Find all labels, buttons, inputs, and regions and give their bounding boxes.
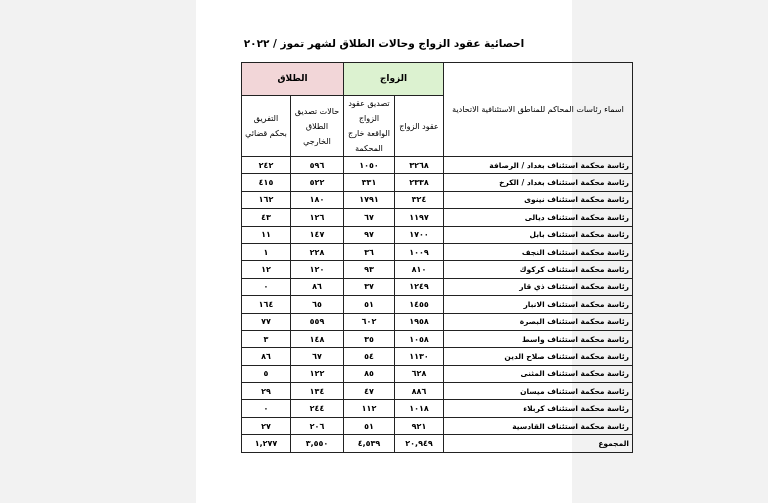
court-name-cell: رئاسة محكمة استئناف كركوك	[444, 261, 633, 278]
table-row	[242, 400, 633, 417]
total-marriage-contracts: ٢٠,٩٤٩	[395, 435, 444, 452]
divorce-outside-cell: ١٤٧	[291, 226, 344, 243]
marriage-outside-cell: ٣٥	[344, 330, 395, 347]
marriage-outside-cell: ١٠٥٠	[344, 157, 395, 174]
header-marriage-group: الزواج	[344, 63, 444, 96]
court-name-cell: رئاسة محكمة استئناف بابل	[444, 226, 633, 243]
court-name-cell: رئاسة محكمة استئناف بغداد / الكرخ	[444, 174, 633, 191]
header-court-names: اسماء رئاسات المحاكم للمناطق الاستئنافية الاتحادية	[444, 63, 633, 157]
court-name-cell: رئاسة محكمة استئناف بغداد / الرصافة	[444, 157, 633, 174]
table-row	[242, 157, 633, 174]
marriage-contracts-cell: ١٤٥٥	[395, 296, 444, 313]
marriage-contracts-cell: ٢٣٣٨	[395, 174, 444, 191]
divorce-judicial-cell: ١٢	[242, 261, 291, 278]
court-name-cell: رئاسة محكمة استئناف البصرة	[444, 313, 633, 330]
court-name-cell: رئاسة محكمة استئناف النجف	[444, 243, 633, 260]
table-row	[242, 313, 633, 330]
marriage-outside-cell: ٣٧	[344, 278, 395, 295]
divorce-judicial-cell: ١	[242, 243, 291, 260]
total-label: المجموع	[444, 435, 633, 452]
table-row	[242, 261, 633, 278]
court-name-cell: رئاسة محكمة استئناف كربلاء	[444, 400, 633, 417]
divorce-judicial-cell: ٧٧	[242, 313, 291, 330]
court-name-cell: رئاسة محكمة استئناف صلاح الدين	[444, 348, 633, 365]
divorce-judicial-cell: ٢٤٢	[242, 157, 291, 174]
marriage-outside-cell: ١١٢	[344, 400, 395, 417]
marriage-outside-cell: ٣٦	[344, 243, 395, 260]
divorce-judicial-cell: ٠	[242, 400, 291, 417]
court-name-cell: رئاسة محكمة استئناف ميسان	[444, 383, 633, 400]
table-row	[242, 383, 633, 400]
court-name-cell: رئاسة محكمة استئناف ديالى	[444, 209, 633, 226]
divorce-judicial-cell: ٥	[242, 365, 291, 382]
header-divorce-judicial: التفريق بحكم قضائي	[242, 96, 291, 157]
table-row	[242, 191, 633, 208]
marriage-contracts-cell: ١٠١٨	[395, 400, 444, 417]
divorce-outside-cell: ٦٥	[291, 296, 344, 313]
marriage-contracts-cell: ١٢٤٩	[395, 278, 444, 295]
page-title: احصائية عقود الزواج وحالات الطلاق لشهر تموز / ٢٠٢٢	[243, 38, 525, 50]
total-divorce-judicial: ١,٢٧٧	[242, 435, 291, 452]
table-total-row	[242, 435, 633, 452]
divorce-judicial-cell: ٠	[242, 278, 291, 295]
divorce-outside-cell: ١٢٠	[291, 261, 344, 278]
divorce-judicial-cell: ١١	[242, 226, 291, 243]
marriage-outside-cell: ٨٥	[344, 365, 395, 382]
statistics-table	[241, 62, 633, 453]
total-divorce-outside: ٣,٥٥٠	[291, 435, 344, 452]
marriage-outside-cell: ١٧٩١	[344, 191, 395, 208]
table-row	[242, 417, 633, 434]
divorce-outside-cell: ١٨٠	[291, 191, 344, 208]
marriage-contracts-cell: ٨١٠	[395, 261, 444, 278]
marriage-contracts-cell: ٣٢٤	[395, 191, 444, 208]
divorce-outside-cell: ٦٧	[291, 348, 344, 365]
table-body	[242, 157, 633, 435]
divorce-outside-cell: ١٢٢	[291, 365, 344, 382]
divorce-outside-cell: ٢٢٨	[291, 243, 344, 260]
divorce-judicial-cell: ٤١٥	[242, 174, 291, 191]
divorce-outside-cell: ١٣٤	[291, 383, 344, 400]
marriage-contracts-cell: ٩٢١	[395, 417, 444, 434]
marriage-outside-cell: ٤٧	[344, 383, 395, 400]
header-divorce-group: الطلاق	[242, 63, 344, 96]
court-name-cell: رئاسة محكمة استئناف القادسية	[444, 417, 633, 434]
marriage-contracts-cell: ١١٣٠	[395, 348, 444, 365]
divorce-outside-cell: ٢٤٤	[291, 400, 344, 417]
divorce-outside-cell: ٥٥٩	[291, 313, 344, 330]
marriage-outside-cell: ٥٤	[344, 348, 395, 365]
header-row-groups	[242, 63, 633, 96]
divorce-judicial-cell: ١٦٤	[242, 296, 291, 313]
court-name-cell: رئاسة محكمة استئناف واسط	[444, 330, 633, 347]
table-row	[242, 296, 633, 313]
divorce-outside-cell: ١٤٨	[291, 330, 344, 347]
divorce-outside-cell: ٨٦	[291, 278, 344, 295]
marriage-contracts-cell: ٦٢٨	[395, 365, 444, 382]
marriage-outside-cell: ٩٧	[344, 226, 395, 243]
marriage-contracts-cell: ١٠٠٩	[395, 243, 444, 260]
marriage-contracts-cell: ٣٢٦٨	[395, 157, 444, 174]
table-row	[242, 243, 633, 260]
divorce-judicial-cell: ١٦٢	[242, 191, 291, 208]
divorce-judicial-cell: ٣	[242, 330, 291, 347]
divorce-judicial-cell: ٤٣	[242, 209, 291, 226]
marriage-contracts-cell: ١٧٠٠	[395, 226, 444, 243]
marriage-outside-cell: ٥١	[344, 296, 395, 313]
court-name-cell: رئاسة محكمة استئناف المثنى	[444, 365, 633, 382]
header-marriage-outside: تصديق عقود الزواج الواقعة خارج المحكمة	[344, 96, 395, 157]
table-row	[242, 365, 633, 382]
table-row	[242, 278, 633, 295]
marriage-outside-cell: ٦٧	[344, 209, 395, 226]
divorce-judicial-cell: ٨٦	[242, 348, 291, 365]
table-row	[242, 330, 633, 347]
marriage-outside-cell: ٩٣	[344, 261, 395, 278]
marriage-outside-cell: ٦٠٢	[344, 313, 395, 330]
header-marriage-contracts: عقود الزواج	[395, 96, 444, 157]
marriage-contracts-cell: ١٠٥٨	[395, 330, 444, 347]
marriage-outside-cell: ٥١	[344, 417, 395, 434]
divorce-outside-cell: ١٢٦	[291, 209, 344, 226]
marriage-contracts-cell: ١٩٥٨	[395, 313, 444, 330]
marriage-outside-cell: ٣٣١	[344, 174, 395, 191]
marriage-contracts-cell: ١١٩٧	[395, 209, 444, 226]
divorce-outside-cell: ٥٢٢	[291, 174, 344, 191]
divorce-judicial-cell: ٢٩	[242, 383, 291, 400]
divorce-judicial-cell: ٢٧	[242, 417, 291, 434]
table-row	[242, 174, 633, 191]
table-row	[242, 209, 633, 226]
header-divorce-outside: حالات تصديق الطلاق الخارجي	[291, 96, 344, 157]
table-row	[242, 226, 633, 243]
court-name-cell: رئاسة محكمة استئناف نينوى	[444, 191, 633, 208]
divorce-outside-cell: ٢٠٦	[291, 417, 344, 434]
marriage-contracts-cell: ٨٨٦	[395, 383, 444, 400]
court-name-cell: رئاسة محكمة استئناف ذي قار	[444, 278, 633, 295]
divorce-outside-cell: ٥٩٦	[291, 157, 344, 174]
table-row	[242, 348, 633, 365]
total-marriage-outside: ٤,٥٣٩	[344, 435, 395, 452]
court-name-cell: رئاسة محكمة استئناف الانبار	[444, 296, 633, 313]
